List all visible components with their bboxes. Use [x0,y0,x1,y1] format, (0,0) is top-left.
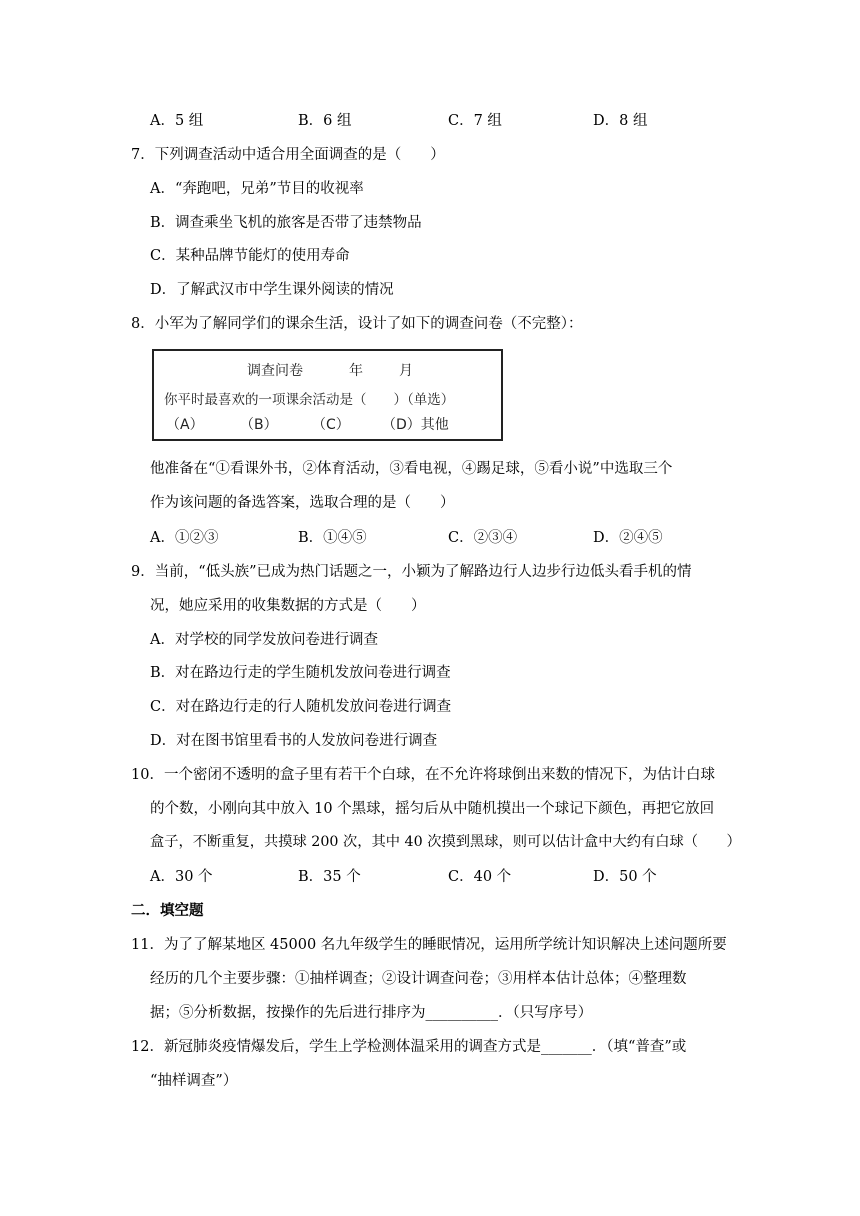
q9-stem-line-2: 况，她应采用的收集数据的方式是（ ） [150,598,426,614]
survey-month: 月 [399,363,413,379]
q8-body-line-1: 他准备在“①看课外书，②体育活动，③看电视，④踢足球，⑤看小说”中选取三个 [150,461,673,477]
q11-line-3: 据；⑤分析数据，按操作的先后进行排序为__________．（只写序号） [150,1005,593,1021]
survey-year: 年 [349,363,363,379]
survey-choice-a: （A） [166,417,204,433]
q7-option-b: B．调查乘坐飞机的旅客是否带了违禁物品 [150,215,422,231]
q10-stem-line-1: 10．一个密闭不透明的盒子里有若干个白球，在不允许将球倒出来数的情况下，为估计白球 [131,767,715,783]
survey-question: 你平时最喜欢的一项课余活动是（ ）（单选） [164,392,455,408]
q10-option-a: A．30 个 [150,869,213,885]
q6-option-d: D．8 组 [593,113,648,129]
q6-option-b: B．6 组 [298,113,352,129]
q10-stem-line-2: 的个数，小刚向其中放入 10 个黑球，摇匀后从中随机摸出一个球记下颜色，再把它放回 [150,801,715,817]
q8-stem: 8．小军为了解同学们的课余生活，设计了如下的调查问卷（不完整）： [131,316,583,332]
q12-line-1: 12．新冠肺炎疫情爆发后，学生上学检测体温采用的调查方式是_______．（填“普查”或 [131,1039,687,1055]
q8-option-d: D．②④⑤ [593,530,663,546]
q11-line-1: 11．为了了解某地区 45000 名九年级学生的睡眠情况，运用所学统计知识解决上述问题所要 [131,937,727,953]
q7-stem: 7．下列调查活动中适合用全面调查的是（ ） [131,147,445,163]
q10-option-c: C．40 个 [448,869,512,885]
survey-questionnaire-image [152,349,503,441]
survey-choice-d: （D）其他 [382,417,449,433]
section-2-heading: 二．填空题 [131,903,204,919]
q9-option-a: A．对学校的同学发放问卷进行调查 [150,632,378,648]
q8-option-c: C．②③④ [448,530,518,546]
q7-option-d: D．了解武汉市中学生课外阅读的情况 [150,282,394,298]
q10-option-d: D．50 个 [593,869,657,885]
q8-option-a: A．①②③ [150,530,219,546]
q6-option-c: C．7 组 [448,113,502,129]
q9-stem-line-1: 9．当前，“低头族”已成为热门话题之一，小颖为了解路边行人边步行边低头看手机的情 [131,564,692,580]
survey-choice-b: （B） [240,417,278,433]
survey-choice-c: （C） [312,417,350,433]
q10-option-b: B．35 个 [298,869,361,885]
q9-option-d: D．对在图书馆里看书的人发放问卷进行调查 [150,733,438,749]
q8-option-b: B．①④⑤ [298,530,367,546]
q12-line-2: “抽样调查”） [150,1073,238,1089]
q10-stem-line-3: 盒子，不断重复，共摸球 200 次，其中 40 次摸到黑球，则可以估计盒中大约有白球（ ） [150,834,741,850]
survey-title: 调查问卷 [247,363,303,379]
q6-option-a: A．5 组 [150,113,204,129]
q7-option-a: A．“奔跑吧，兄弟”节目的收视率 [150,181,364,197]
q9-option-b: B．对在路边行走的学生随机发放问卷进行调查 [150,665,451,681]
q11-line-2: 经历的几个主要步骤：①抽样调查；②设计调查问卷；③用样本估计总体；④整理数 [150,971,687,987]
q9-option-c: C．对在路边行走的行人随机发放问卷进行调查 [150,699,452,715]
q7-option-c: C．某种品牌节能灯的使用寿命 [150,248,350,264]
q8-body-line-2: 作为该问题的备选答案，选取合理的是（ ） [150,495,455,511]
